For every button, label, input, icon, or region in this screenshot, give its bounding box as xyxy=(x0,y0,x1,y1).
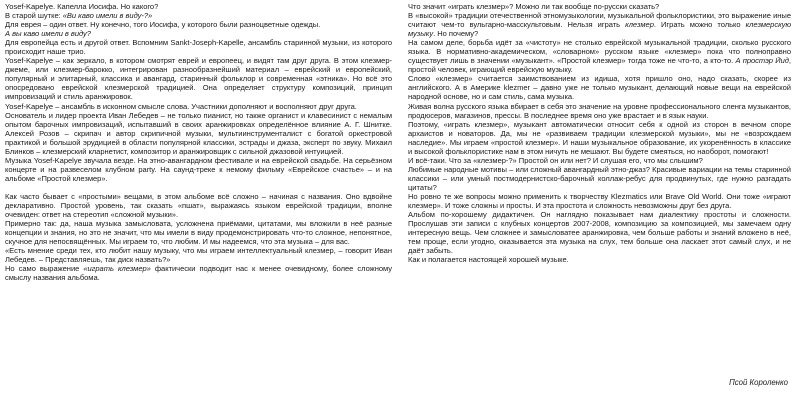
italic-text-run: «Ви каво имели в виду-?» xyxy=(62,11,153,21)
text-run: Как часто бывает с «простыми» вещами, в этом альбоме всё сложно – начиная с названия. Оно вдвойне декларативно. Простой уровень, так сказать «пшат», выражаясь языком еврейской традиции, вполне очевиден: ответ на стереотип «сложной музыки». xyxy=(5,191,392,220)
text-run: Поэтому, «играть клезмер», музыкант автоматически относит себя к одной из сторон в вечном споре архаистов и новаторов. Да, мы не «развиваем традиции клезмерской музыки», мы не «возрождаем наследие». Мы играем «простой клезмер». И наши музыкальное образование, их укоренённость в классике и высокой фольклористике нам в этом ничуть не мешают. Вы будете смеяться, но наоборот, помогают! xyxy=(408,119,791,156)
left-column xyxy=(0,0,398,400)
text-run: Yosef-Kapelye. Капелла Иосифа. Но какого? xyxy=(5,2,159,11)
text-run: Живая волна русского языка вбирает в себя это значение на уровне профессионального сленга музыкантов, продюсеров, магазинов, прессы. В последнее время оно уже врастает и в язык науки. xyxy=(408,101,791,120)
text-run: Как и полагается настоящей хорошей музыке. xyxy=(408,255,569,265)
text-run: Для еврея – один ответ. Ну конечно, того Иосифа, у которого были разноцветные одежды. xyxy=(5,20,321,30)
text-run: Что значит «играть клезмер»? Можно ли так вообще по-русски сказать? xyxy=(408,2,660,11)
paragraph xyxy=(408,255,791,264)
text-run: Музыка Yosef-Kapelye звучала везде. На этно-авангардном фестивале и на еврейской свадьбе. На серьёзном концерте и на развеселом клубном party. На саунд-треке к немому фильму «Еврейское счастье» – и на альбоме «Простой клезмер». xyxy=(5,155,392,183)
text-run: Но ровно те же вопросы можно применить к творчеству Klezmatics или Brave Old World. Они тоже «играют клезмер». И тоже сложны и просты. И эта простота и сложность невозможны друг без друга. xyxy=(408,191,791,211)
paragraph xyxy=(5,38,392,56)
italic-text-run: клезмерскую музыку xyxy=(408,20,791,39)
paragraph xyxy=(5,29,392,38)
italic-text-run: клезмер xyxy=(625,20,654,30)
paragraph xyxy=(5,192,392,219)
paragraph xyxy=(408,192,791,210)
text-run: Альбом по-хорошему дидактичен. Он наглядно показывает нам диалектику простоты и сложности. Прослушав эти записи с клубных концертов 2007-2008, композицию за композицией, мы замечаем одну интересную вещь. Чем сложнее и замысловатее аранжировка, чем больше работы и знаний вложено в неё, тем проще, если угодно, оказывается эта музыка на слух, тем больше она ласкает этот самый слух, и не даёт забыть. xyxy=(408,210,791,256)
text-run: В старой шутке: xyxy=(5,11,63,21)
paragraph xyxy=(408,74,791,101)
text-run: . Но почему? xyxy=(433,29,479,39)
right-column xyxy=(398,0,800,400)
paragraph xyxy=(5,156,392,183)
paragraph xyxy=(408,156,791,165)
text-run: Слово «клезмер» считается заимствованием из идиша, хотя пришло оно, надо сказать, скорее из английского. А в Америке klezmer – давно уже не только музыкант, делающий новые вещи на еврейской народной основе, но и сам стиль, сама музыка. xyxy=(408,74,791,102)
paragraph xyxy=(5,2,392,11)
text-run: фактически подводит нас к менее очевидному, более сложному смыслу названия альбома. xyxy=(5,264,392,283)
italic-text-run: «играть клезмер» xyxy=(83,264,151,274)
paragraph xyxy=(408,120,791,156)
paragraph xyxy=(5,111,392,156)
italic-text-run: А простэр Ӣид xyxy=(735,56,789,66)
text-run: Любимые народные мотивы – или сложный авангардный этно-джаз? Красивые вариации на темы старинной классики – или умный постмодернистско-барочный коллаж-ребус для продвинутых, где нужно разгадать цитаты? xyxy=(408,164,791,192)
paragraph xyxy=(5,246,392,264)
paragraph xyxy=(408,210,791,255)
paragraph xyxy=(5,102,392,111)
paragraph xyxy=(5,56,392,101)
text-run: На самом деле, борьба идёт за «чистоту» не столько еврейской музыкальной традиции, сколько русского языка. В нормативно-академическом, «словарном» русском языке «клезмер» пока что полноправно существует лишь в значении «музыкант». «Простой клезмер» тогда тоже не что-то, а кто-то. xyxy=(408,38,791,66)
text-run: «Есть мнение среди тех, кто любит нашу музыку, что мы играем интеллектуальный клезмер, – говорит Иван Лебедев. – Представляешь, так диск назвать?» xyxy=(5,246,392,265)
text-run: Но само выражение xyxy=(5,264,84,274)
text-run: . Играть можно только xyxy=(653,20,746,30)
paragraph xyxy=(5,20,392,29)
text-run: Основатель и лидер проекта Иван Лебедев – не только пианист, но также органист и клавесинист с немалым опытом барочных импровизаций, испытавший в своих аранжировках определённое влияние А. Г. Шнитке. Алексей Розов – скрипач и автор скрипичной музыки, мультиинструменталист с богатой оркестровой практикой и большой эрудицией в области популярной классики, эстрады и джаза, эксперт по звуку. Михаил Блинков – клезмерский кларнетист, композитор и аранжировщик с сильной джазовой интуицией. xyxy=(5,110,392,156)
paragraph xyxy=(5,264,392,282)
text-run: В «высокой» традиции отечественной этномузыкологии, музыкальной фольклористики, это выражение иные считают чем-то вульгарно-масскультовым. Нельзя играть xyxy=(408,11,791,30)
italic-text-run: А вы каво имели в виду? xyxy=(5,29,91,39)
paragraph xyxy=(5,219,392,246)
text-run: И всё-таки. Что за «клезмер-?» Простой он или нет? И слушая его, что мы слышим? xyxy=(408,155,703,165)
text-run: Примерно так: да, наша музыка замысловата, усложнена приёмами, цитатами, мы вложили в неё разные концепции и знания, но это не значит, что мы имели в виду продемонстрировать что-то сложное, непонятное, скучное для непосвящённых. Мы играем то, что любим. И мы надеемся, что эта музыка – для вас. xyxy=(5,219,392,247)
paragraph xyxy=(408,38,791,74)
text-run: Yosef-Kapelye – ансамбль в исконном смысле слова. Участники дополняют и восполняют друг друга. xyxy=(5,101,357,111)
paragraph xyxy=(5,11,392,20)
text-run: , простой человек, играющий еврейскую музыку. xyxy=(408,56,791,75)
paragraph xyxy=(408,165,791,192)
paragraph xyxy=(408,2,791,11)
text-run: Для европейца есть и другой ответ. Вспомним Sankt-Joseph-Kapelle, ансамбль старинной музыки, из которого происходит наше трио. xyxy=(5,38,392,57)
paragraph xyxy=(408,11,791,38)
paragraph xyxy=(408,102,791,120)
author-signature: Псой Короленко xyxy=(729,378,788,387)
text-run: Yosef-Kapelye – как зеркало, в котором смотрят еврей и европеец, и видят там друг друга. В этом клезмер-джеме, или клезмер-барокко, интегрирован разнообразнейший материал – еврейский и европейский, популярный и элитарный, классика и авангард, старинный фольклор и современная «этника». Но всё это опосредовано еврейской клезмерской традицией. Она определяет структуру композиций, принцип импровизаций и стиль аранжировок. xyxy=(5,56,392,102)
